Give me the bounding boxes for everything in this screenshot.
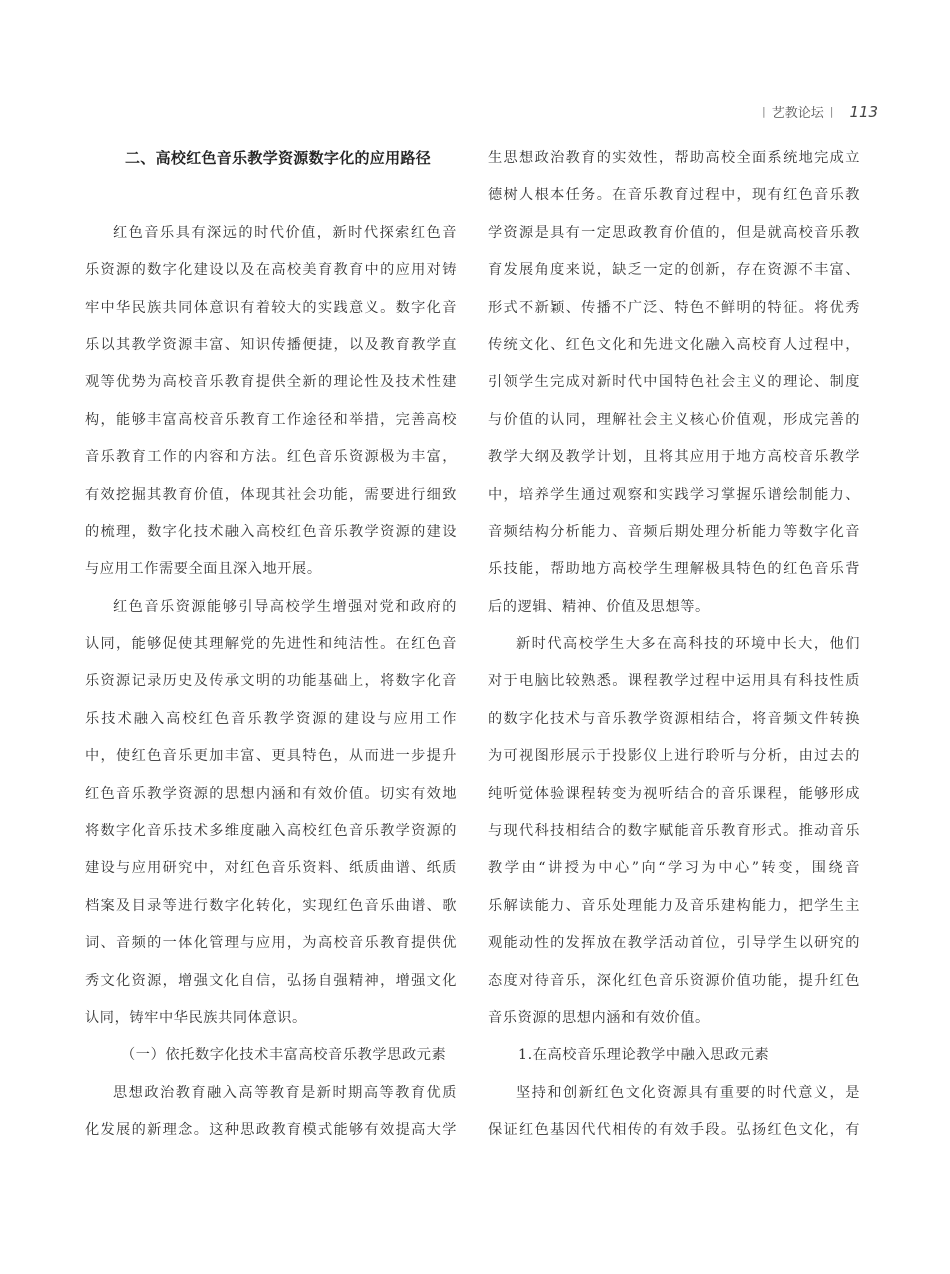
text-line: 与应用工作需要全面且深入地开展。	[85, 561, 322, 578]
right-column	[488, 140, 860, 1150]
text-line: 音乐资源的思想内涵和有效价值。	[488, 1009, 710, 1026]
text-line: 形式不新颖、传播不广泛、特色不鲜明的特征。将优秀	[488, 299, 860, 316]
text-line: 德树人根本任务。在音乐教育过程中，现有红色音乐教	[488, 187, 860, 204]
text-line: 建设与应用研究中，对红色音乐资料、纸质曲谱、纸质	[85, 860, 457, 877]
text-line: 教学由“讲授为中心”向“学习为中心”转变，围绕音	[488, 860, 860, 877]
journal-section-label: 艺教论坛	[771, 106, 824, 121]
text-line: 思想政治教育融入高等教育是新时期高等教育优质	[113, 1084, 457, 1101]
paragraph	[85, 1075, 457, 1150]
text-line: 纯听觉体验课程转变为视听结合的音乐课程，能够形成	[488, 785, 860, 802]
paragraph	[488, 140, 860, 626]
text-line: 红色音乐资源能够引导高校学生增强对党和政府的	[113, 598, 457, 615]
spacer	[85, 177, 457, 214]
text-line: 乐资源记录历史及传承文明的功能基础上，将数字化音	[85, 673, 457, 690]
text-line: 中，培养学生通过观察和实践学习掌握乐谱绘制能力、	[488, 486, 860, 503]
paragraph	[488, 626, 860, 1037]
text-line: 红色音乐具有深远的时代价值，新时代探索红色音	[113, 224, 457, 241]
text-line: 后的逻辑、精神、价值及思想等。	[488, 598, 710, 615]
paragraph	[85, 215, 457, 589]
text-line: 的数字化技术与音乐教学资源相结合，将音频文件转换	[488, 710, 860, 727]
text-line: 红色音乐教学资源的思想内涵和有效价值。切实有效地	[85, 785, 457, 802]
running-header	[762, 102, 878, 121]
subsection-title: （一）依托数字化技术丰富高校音乐教学思政元素	[121, 1047, 447, 1064]
text-line: 化发展的新理念。这种思政教育模式能够有效提高大学	[85, 1122, 457, 1139]
text-line: 词、音频的一体化管理与应用，为高校音乐教育提供优	[85, 935, 457, 952]
text-line: 音频结构分析能力、音频后期处理分析能力等数字化音	[488, 523, 860, 540]
divider: |	[829, 105, 834, 118]
text-line: 乐以其教学资源丰富、知识传播便捷，以及教育教学直	[85, 336, 457, 353]
text-line: 音乐教育工作的内容和方法。红色音乐资源极为丰富，	[85, 449, 457, 466]
text-line: 观等优势为高校音乐教育提供全新的理论性及技术性建	[85, 374, 457, 391]
text-line: 育发展角度来说，缺乏一定的创新，存在资源不丰富、	[488, 262, 860, 279]
text-line: 态度对待音乐，深化红色音乐资源价值功能，提升红色	[488, 972, 860, 989]
paragraph	[85, 589, 457, 1038]
text-line: 引领学生完成对新时代中国特色社会主义的理论、制度	[488, 374, 860, 391]
text-line: 构，能够丰富高校音乐教育工作途径和举措，完善高校	[85, 411, 457, 428]
text-line: 乐技术融入高校红色音乐教学资源的建设与应用工作	[85, 710, 457, 727]
text-line: 新时代高校学生大多在高科技的环境中长大，他们	[516, 636, 860, 653]
text-line: 乐资源的数字化建设以及在高校美育教育中的应用对铸	[85, 262, 457, 279]
text-line: 中，使红色音乐更加丰富、更具特色，从而进一步提升	[85, 748, 457, 765]
text-line: 传统文化、红色文化和先进文化融入高校育人过程中，	[488, 336, 860, 353]
text-line: 与现代科技相结合的数字赋能音乐教育形式。推动音乐	[488, 823, 860, 840]
text-line: 认同，能够促使其理解党的先进性和纯洁性。在红色音	[85, 636, 457, 653]
text-line: 牢中华民族共同体意识有着较大的实践意义。数字化音	[85, 299, 457, 316]
text-line: 有效挖掘其教育价值，体现其社会功能，需要进行细致	[85, 486, 457, 503]
text-line: 认同，铸牢中华民族共同体意识。	[85, 1009, 307, 1026]
text-line: 对于电脑比较熟悉。课程教学过程中运用具有科技性质	[488, 673, 860, 690]
text-line: 保证红色基因代代相传的有效手段。弘扬红色文化，有	[488, 1122, 860, 1139]
text-line: 与价值的认同，理解社会主义核心价值观，形成完善的	[488, 411, 860, 428]
page-number: 113	[849, 102, 879, 121]
text-line: 生思想政治教育的实效性，帮助高校全面系统地完成立	[488, 150, 860, 166]
text-line: 观能动性的发挥放在教学活动首位，引导学生以研究的	[488, 935, 860, 952]
text-line: 坚持和创新红色文化资源具有重要的时代意义，是	[516, 1084, 860, 1101]
text-line: 乐解读能力、音乐处理能力及音乐建构能力，把学生主	[488, 897, 860, 914]
text-line: 将数字化音乐技术多维度融入高校红色音乐教学资源的	[85, 823, 457, 840]
text-line: 学资源是具有一定思政教育价值的，但是就高校音乐教	[488, 224, 860, 241]
text-line: 档案及目录等进行数字化转化，实现红色音乐曲谱、歌	[85, 897, 457, 914]
left-column	[85, 140, 457, 1150]
text-line: 教学大纲及教学计划，且将其应用于地方高校音乐教学	[488, 449, 860, 466]
section-title: 二、高校红色音乐教学资源数字化的应用路径	[125, 149, 432, 167]
text-line: 的梳理，数字化技术融入高校红色音乐教学资源的建设	[85, 523, 457, 540]
divider: |	[762, 105, 766, 118]
text-line: 秀文化资源，增强文化自信，弘扬自强精神，增强文化	[85, 972, 457, 989]
text-line: 为可视图形展示于投影仪上进行聆听与分析，由过去的	[488, 748, 860, 765]
text-line: 乐技能，帮助地方高校学生理解极具特色的红色音乐背	[488, 561, 860, 578]
paragraph	[488, 1075, 860, 1150]
subsection-title: 1.在高校音乐理论教学中融入思政元素	[518, 1047, 770, 1064]
